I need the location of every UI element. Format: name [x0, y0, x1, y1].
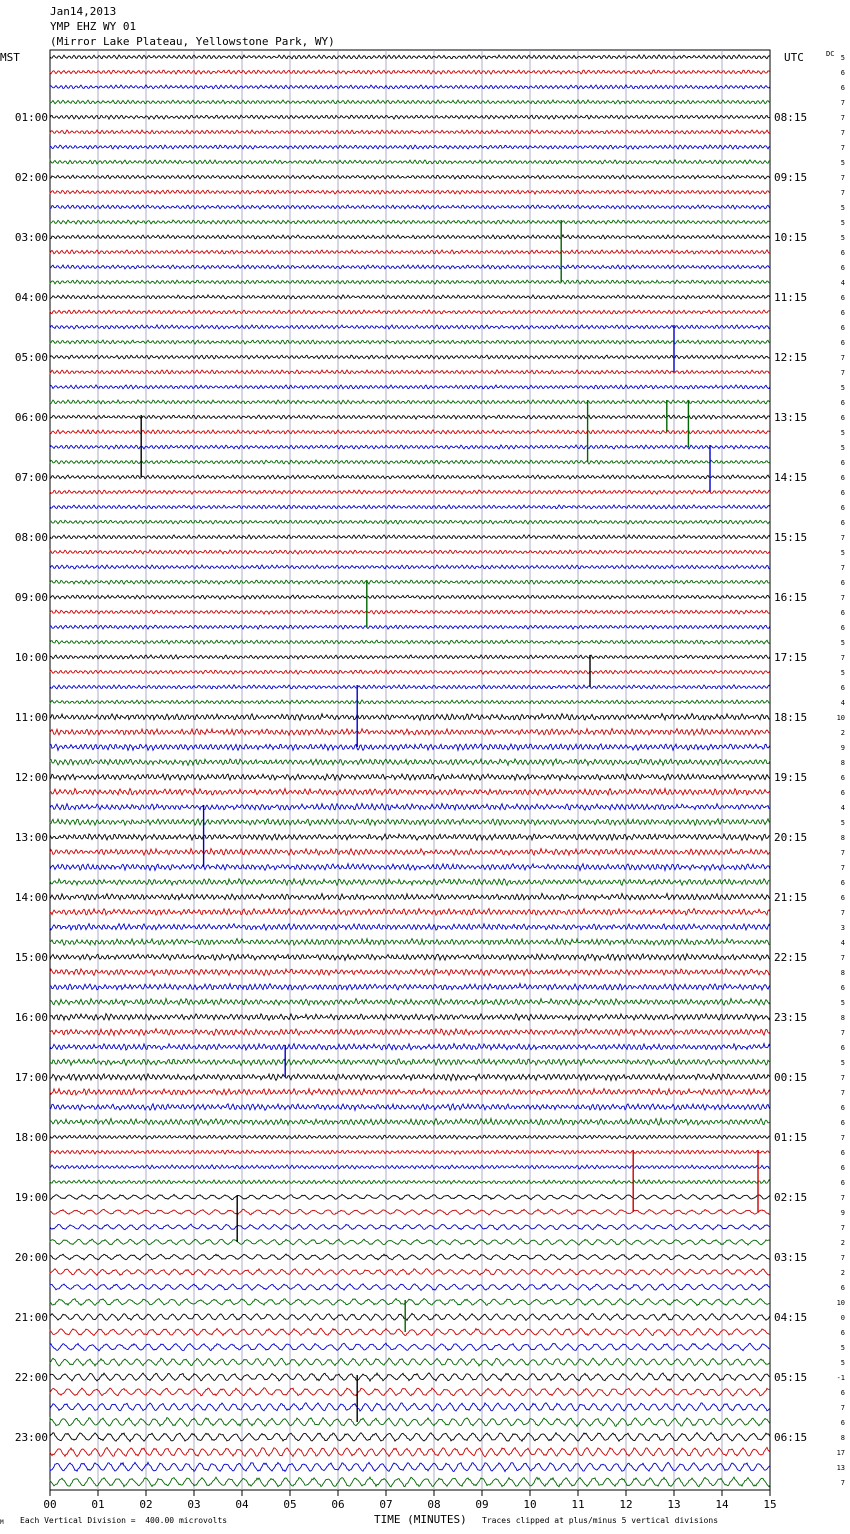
x-tick-label: 08 — [427, 1498, 441, 1511]
seismic-trace — [50, 700, 770, 704]
dc-value-label: 6 — [840, 324, 845, 332]
mst-hour-label: 06:00 — [14, 411, 48, 424]
dc-value-label: 6 — [840, 264, 845, 272]
seismic-trace — [50, 1462, 770, 1471]
seismic-trace — [50, 759, 770, 765]
utc-hour-label: 02:15 — [774, 1191, 808, 1204]
seismic-trace — [50, 1194, 770, 1199]
dc-value-label: 7 — [840, 564, 845, 572]
dc-value-label: 5 — [840, 1344, 845, 1352]
seismic-trace — [50, 834, 770, 840]
dc-value-label: 5 — [840, 549, 845, 557]
seismic-trace — [50, 445, 770, 449]
seismic-trace — [50, 999, 770, 1006]
dc-value-label: 10 — [836, 1299, 845, 1307]
x-tick-label: 07 — [379, 1498, 393, 1511]
dc-value-label: 6 — [840, 1164, 845, 1172]
seismic-trace — [50, 849, 770, 856]
utc-hour-label: 17:15 — [774, 651, 808, 664]
utc-hour-label: 03:15 — [774, 1251, 808, 1264]
dc-value-label: 7 — [840, 114, 845, 122]
seismic-trace — [50, 1358, 770, 1366]
dc-value-label: 9 — [840, 1209, 845, 1217]
dc-value-label: 7 — [840, 174, 845, 182]
seismic-trace — [50, 115, 770, 119]
dc-value-label: 4 — [840, 804, 845, 812]
dc-value-label: 6 — [840, 474, 845, 482]
station-id: YMP EHZ WY 01 — [50, 20, 137, 33]
dc-value-label: 6 — [840, 624, 845, 632]
seismic-trace — [50, 1447, 770, 1456]
x-tick-label: 09 — [475, 1498, 489, 1511]
mst-hour-label: 09:00 — [14, 591, 48, 604]
mst-hour-label: 02:00 — [14, 171, 48, 184]
clip-note: Traces clipped at plus/minus 5 vertical divisions — [482, 1516, 719, 1525]
seismic-trace — [50, 535, 770, 539]
seismic-trace — [50, 1269, 770, 1275]
dc-value-label: 5 — [840, 444, 845, 452]
seismic-trace — [50, 1403, 770, 1411]
dc-value-label: 5 — [840, 999, 845, 1007]
seismic-trace — [50, 235, 770, 239]
seismic-trace — [50, 1328, 770, 1336]
scale-note: Each Vertical Division = 400.00 microvolts — [20, 1516, 228, 1525]
utc-hour-label: 23:15 — [774, 1011, 808, 1024]
dc-value-label: 9 — [840, 744, 845, 752]
dc-value-label: 6 — [840, 879, 845, 887]
dc-value-label: -1 — [836, 1374, 845, 1382]
seismic-trace — [50, 325, 770, 329]
dc-value-label: 6 — [840, 414, 845, 422]
dc-value-label: 6 — [840, 504, 845, 512]
dc-value-label: 6 — [840, 684, 845, 692]
seismic-trace — [50, 565, 770, 569]
dc-value-label: 5 — [840, 669, 845, 677]
seismic-trace — [50, 1209, 770, 1215]
x-tick-label: 06 — [331, 1498, 345, 1511]
seismic-trace — [50, 804, 770, 811]
left-timezone-label: MST — [0, 51, 20, 64]
dc-value-label: 6 — [840, 579, 845, 587]
seismic-trace — [50, 400, 770, 404]
dc-value-label: 7 — [840, 909, 845, 917]
seismic-trace — [50, 939, 770, 946]
utc-hour-label: 04:15 — [774, 1311, 808, 1324]
utc-hour-label: 05:15 — [774, 1371, 808, 1384]
utc-hour-label: 13:15 — [774, 411, 808, 424]
utc-hour-label: 14:15 — [774, 471, 808, 484]
utc-hour-label: 10:15 — [774, 231, 808, 244]
x-tick-label: 14 — [715, 1498, 729, 1511]
seismic-trace — [50, 1044, 770, 1050]
seismic-trace — [50, 1343, 770, 1351]
corner-mark: M — [0, 1519, 4, 1526]
seismic-trace — [50, 774, 770, 780]
seismic-trace — [50, 340, 770, 344]
x-tick-label: 04 — [235, 1498, 249, 1511]
seismic-trace — [50, 310, 770, 314]
dc-value-label: 6 — [840, 1329, 845, 1337]
seismic-trace — [50, 1165, 770, 1169]
dc-value-label: 7 — [840, 1194, 845, 1202]
seismic-trace — [50, 924, 770, 930]
dc-value-label: 7 — [840, 594, 845, 602]
seismic-trace — [50, 1418, 770, 1427]
dc-value-label: 7 — [840, 1029, 845, 1037]
dc-value-label: 4 — [840, 279, 845, 287]
mst-hour-label: 23:00 — [14, 1431, 48, 1444]
dc-value-label: 6 — [840, 1389, 845, 1397]
utc-hour-label: 16:15 — [774, 591, 808, 604]
x-tick-label: 03 — [187, 1498, 201, 1511]
seismic-trace — [50, 685, 770, 689]
plot-date: Jan14,2013 — [50, 5, 117, 18]
dc-value-label: 6 — [840, 459, 845, 467]
seismic-trace — [50, 789, 770, 795]
dc-value-label: 6 — [840, 69, 845, 77]
dc-value-label: 17 — [836, 1449, 845, 1457]
seismic-trace — [50, 670, 770, 674]
dc-value-label: 5 — [840, 819, 845, 827]
mst-hour-label: 17:00 — [14, 1071, 48, 1084]
mst-hour-label: 21:00 — [14, 1311, 48, 1324]
seismic-trace — [50, 505, 770, 509]
utc-hour-label: 22:15 — [774, 951, 808, 964]
utc-hour-label: 21:15 — [774, 891, 808, 904]
mst-hour-label: 05:00 — [14, 351, 48, 364]
mst-hour-label: 10:00 — [14, 651, 48, 664]
dc-value-label: 6 — [840, 789, 845, 797]
dc-value-label: 6 — [840, 774, 845, 782]
mst-hour-label: 14:00 — [14, 891, 48, 904]
dc-value-label: 5 — [840, 234, 845, 242]
seismic-trace — [50, 265, 770, 269]
dc-value-label: 7 — [840, 1089, 845, 1097]
dc-value-label: 7 — [840, 654, 845, 662]
seismic-trace — [50, 370, 770, 374]
seismic-trace — [50, 415, 770, 419]
dc-value-label: 5 — [840, 219, 845, 227]
seismic-trace — [50, 729, 770, 736]
dc-value-label: 0 — [840, 1314, 845, 1322]
seismic-trace — [50, 714, 770, 721]
seismic-trace — [50, 1029, 770, 1036]
mst-hour-label: 08:00 — [14, 531, 48, 544]
dc-value-label: 7 — [840, 144, 845, 152]
dc-value-label: 2 — [840, 1269, 845, 1277]
mst-hour-label: 12:00 — [14, 771, 48, 784]
utc-hour-label: 15:15 — [774, 531, 808, 544]
seismic-trace — [50, 879, 770, 886]
seismic-trace — [50, 655, 770, 659]
x-tick-label: 13 — [667, 1498, 681, 1511]
utc-hour-label: 12:15 — [774, 351, 808, 364]
seismic-trace — [50, 1299, 770, 1306]
seismic-trace — [50, 640, 770, 644]
dc-value-label: 6 — [840, 1179, 845, 1187]
dc-value-label: 5 — [840, 159, 845, 167]
seismic-trace — [50, 220, 770, 224]
seismic-trace — [50, 893, 770, 900]
x-tick-label: 12 — [619, 1498, 633, 1511]
dc-value-label: 7 — [840, 189, 845, 197]
seismic-trace — [50, 1388, 770, 1397]
seismic-trace — [50, 909, 770, 916]
seismic-trace — [50, 1224, 770, 1230]
dc-value-label: 6 — [840, 84, 845, 92]
dc-value-label: 13 — [836, 1464, 845, 1472]
dc-value-label: 6 — [840, 894, 845, 902]
mst-hour-label: 01:00 — [14, 111, 48, 124]
dc-value-label: 6 — [840, 339, 845, 347]
seismic-trace — [50, 1135, 770, 1139]
utc-hour-label: 08:15 — [774, 111, 808, 124]
dc-value-label: 6 — [840, 609, 845, 617]
mst-hour-label: 11:00 — [14, 711, 48, 724]
seismic-trace — [50, 1254, 770, 1260]
x-tick-label: 02 — [139, 1498, 153, 1511]
seismic-trace — [50, 744, 770, 750]
utc-hour-label: 01:15 — [774, 1131, 808, 1144]
dc-value-label: 7 — [840, 1224, 845, 1232]
mst-hour-label: 20:00 — [14, 1251, 48, 1264]
seismic-trace — [50, 595, 770, 599]
dc-value-label: 6 — [840, 1419, 845, 1427]
seismic-trace — [50, 1014, 770, 1021]
dc-value-label: 7 — [840, 849, 845, 857]
dc-value-label: 4 — [840, 939, 845, 947]
utc-hour-label: 06:15 — [774, 1431, 808, 1444]
dc-value-label: 10 — [836, 714, 845, 722]
dc-value-label: 6 — [840, 294, 845, 302]
seismic-trace — [50, 550, 770, 554]
utc-hour-label: 18:15 — [774, 711, 808, 724]
seismic-trace — [50, 55, 770, 59]
dc-value-label: 6 — [840, 519, 845, 527]
seismic-trace — [50, 475, 770, 479]
dc-value-label: 6 — [840, 489, 845, 497]
dc-value-label: 7 — [840, 99, 845, 107]
seismic-trace — [50, 1074, 770, 1081]
dc-value-label: 6 — [840, 309, 845, 317]
seismic-trace — [50, 864, 770, 871]
station-location: (Mirror Lake Plateau, Yellowstone Park, WY) — [50, 35, 335, 48]
mst-hour-label: 18:00 — [14, 1131, 48, 1144]
dc-value-label: 8 — [840, 834, 845, 842]
dc-value-label: 8 — [840, 1434, 845, 1442]
mst-hour-label: 16:00 — [14, 1011, 48, 1024]
seismic-trace — [50, 145, 770, 149]
dc-value-label: 7 — [840, 1479, 845, 1487]
x-tick-label: 01 — [91, 1498, 105, 1511]
dc-value-label: 7 — [840, 864, 845, 872]
dc-value-label: 7 — [840, 1404, 845, 1412]
dc-value-label: 8 — [840, 759, 845, 767]
dc-label: DC — [826, 50, 835, 58]
dc-value-label: 5 — [840, 204, 845, 212]
x-tick-label: 00 — [43, 1498, 57, 1511]
seismic-trace — [50, 1433, 770, 1442]
seismic-trace — [50, 625, 770, 629]
utc-hour-label: 11:15 — [774, 291, 808, 304]
seismic-trace — [50, 520, 770, 524]
right-timezone-label: UTC — [784, 51, 804, 64]
dc-value-label: 7 — [840, 129, 845, 137]
dc-value-label: 6 — [840, 1149, 845, 1157]
dc-value-label: 5 — [840, 1359, 845, 1367]
seismic-trace — [50, 1373, 770, 1381]
dc-value-label: 7 — [840, 1074, 845, 1082]
dc-value-label: 5 — [840, 429, 845, 437]
dc-value-label: 5 — [840, 639, 845, 647]
dc-value-label: 7 — [840, 534, 845, 542]
dc-value-label: 7 — [840, 354, 845, 362]
seismic-trace — [50, 1239, 770, 1245]
mst-hour-label: 19:00 — [14, 1191, 48, 1204]
seismic-trace — [50, 1089, 770, 1095]
seismic-trace — [50, 175, 770, 179]
seismic-trace — [50, 460, 770, 464]
seismic-trace — [50, 280, 770, 284]
mst-hour-label: 15:00 — [14, 951, 48, 964]
seismic-trace — [50, 295, 770, 299]
utc-hour-label: 00:15 — [774, 1071, 808, 1084]
seismic-trace — [50, 580, 770, 584]
x-tick-label: 11 — [571, 1498, 585, 1511]
seismic-trace — [50, 490, 770, 494]
dc-value-label: 8 — [840, 1014, 845, 1022]
dc-value-label: 5 — [840, 1059, 845, 1067]
dc-value-label: 6 — [840, 399, 845, 407]
seismic-trace — [50, 385, 770, 389]
mst-hour-label: 13:00 — [14, 831, 48, 844]
seismic-trace — [50, 190, 770, 194]
seismic-trace — [50, 130, 770, 134]
dc-value-label: 2 — [840, 729, 845, 737]
seismic-trace — [50, 819, 770, 826]
seismic-trace — [50, 355, 770, 359]
seismic-trace — [50, 954, 770, 961]
utc-hour-label: 09:15 — [774, 171, 808, 184]
dc-value-label: 7 — [840, 954, 845, 962]
seismic-trace — [50, 250, 770, 254]
dc-value-label: 6 — [840, 249, 845, 257]
seismic-trace — [50, 1104, 770, 1111]
x-tick-label: 15 — [763, 1498, 777, 1511]
mst-hour-label: 04:00 — [14, 291, 48, 304]
dc-value-label: 6 — [840, 984, 845, 992]
seismic-trace — [50, 85, 770, 89]
seismic-trace — [50, 969, 770, 976]
dc-value-label: 6 — [840, 1119, 845, 1127]
dc-value-label: 7 — [840, 369, 845, 377]
dc-value-label: 5 — [840, 54, 845, 62]
mst-hour-label: 07:00 — [14, 471, 48, 484]
x-tick-label: 05 — [283, 1498, 297, 1511]
dc-value-label: 6 — [840, 1044, 845, 1052]
seismic-trace — [50, 1284, 770, 1291]
seismic-trace — [50, 984, 770, 990]
dc-value-label: 3 — [840, 924, 845, 932]
x-tick-label: 10 — [523, 1498, 537, 1511]
seismic-trace — [50, 1477, 770, 1487]
seismic-trace — [50, 610, 770, 614]
seismic-trace — [50, 1313, 770, 1320]
utc-hour-label: 19:15 — [774, 771, 808, 784]
seismic-trace — [50, 160, 770, 164]
dc-value-label: 2 — [840, 1239, 845, 1247]
dc-value-label: 6 — [840, 1284, 845, 1292]
utc-hour-label: 20:15 — [774, 831, 808, 844]
dc-value-label: 7 — [840, 1134, 845, 1142]
dc-value-label: 4 — [840, 699, 845, 707]
x-axis-title: TIME (MINUTES) — [374, 1513, 467, 1526]
dc-value-label: 6 — [840, 1104, 845, 1112]
seismic-trace — [50, 1180, 770, 1184]
seismic-trace — [50, 430, 770, 434]
seismic-trace — [50, 100, 770, 104]
seismic-trace — [50, 1059, 770, 1066]
seismic-trace — [50, 70, 770, 74]
mst-hour-label: 03:00 — [14, 231, 48, 244]
dc-value-label: 7 — [840, 1254, 845, 1262]
seismic-trace — [50, 1150, 770, 1154]
dc-value-label: 5 — [840, 384, 845, 392]
seismic-trace — [50, 205, 770, 209]
seismic-trace — [50, 1118, 770, 1125]
mst-hour-label: 22:00 — [14, 1371, 48, 1384]
dc-value-label: 8 — [840, 969, 845, 977]
